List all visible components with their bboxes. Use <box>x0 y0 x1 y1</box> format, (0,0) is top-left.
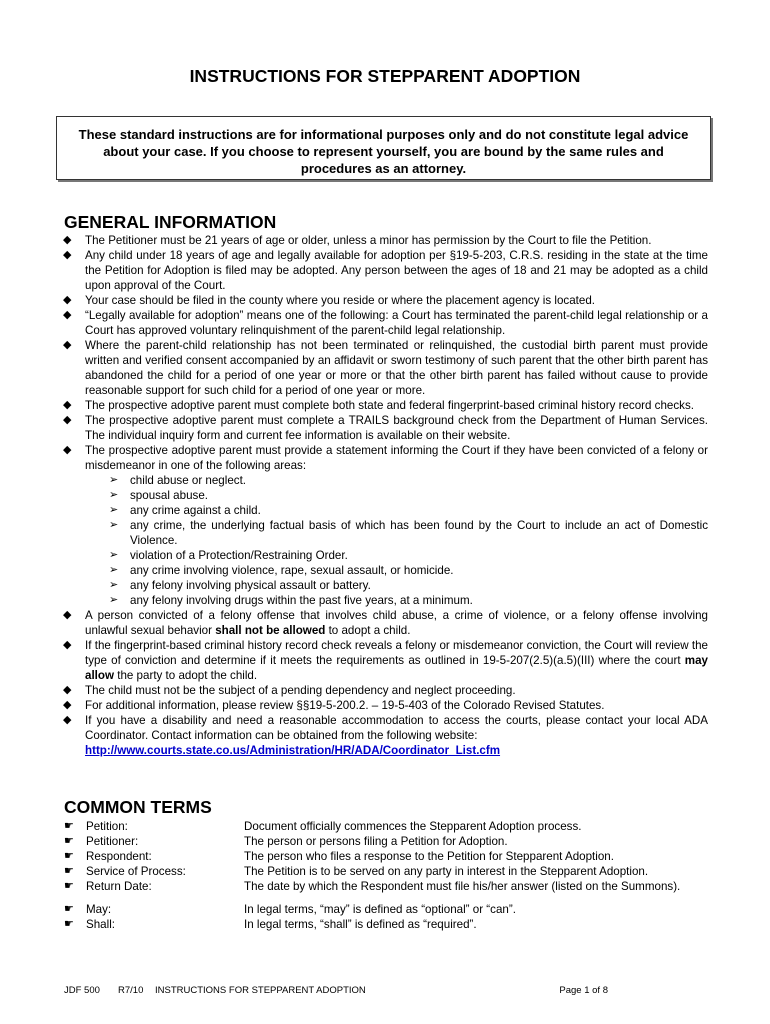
term-row-petition <box>64 819 707 834</box>
term-definition: Document officially commences the Stepparent Adoption process. <box>244 820 582 833</box>
common-terms-heading: COMMON TERMS <box>64 797 212 817</box>
term-label: Petitioner: <box>86 835 139 848</box>
term-definition: In legal terms, “may” is defined as “optional” or “can”. <box>244 903 516 916</box>
term-label: Respondent: <box>86 850 152 863</box>
term-definition: In legal terms, “shall” is defined as “required”. <box>244 918 477 931</box>
ada-text: If you have a disability and need a reasonable accommodation to access the courts, please contact your local ADA Coordinator. Contact information can be obtained from the following website: <box>85 714 708 742</box>
term-row-respondent <box>64 849 707 864</box>
term-row-return-date <box>64 879 707 894</box>
pointing-hand-icon: ☛ <box>64 850 74 862</box>
sub-list-item: ➢ any crime against a child. <box>107 503 708 518</box>
general-information-heading: GENERAL INFORMATION <box>64 212 277 232</box>
conviction-statement: The prospective adoptive parent must provide a statement informing the Court if they have been convicted of a felony or misdemeanor in one of the following areas: <box>85 444 708 472</box>
list-item <box>62 713 708 758</box>
pointing-hand-icon: ☛ <box>64 835 74 847</box>
term-definition: The date by which the Respondent must file his/her answer (listed on the Summons). <box>244 880 681 893</box>
pointing-hand-icon: ☛ <box>64 820 74 832</box>
form-code: JDF 500 <box>64 985 100 996</box>
sub-list-item: ➢ child abuse or neglect. <box>107 473 708 488</box>
review-emphasis: may allow <box>85 654 708 682</box>
felony-emphasis: shall not be allowed <box>215 624 326 637</box>
felony-text: A person convicted of a felony offense that involves child abuse, a crime of violence, or a felony offense involving unlawful sexual behavior <box>85 609 708 637</box>
pointing-hand-icon: ☛ <box>64 903 74 915</box>
sub-list-item: ➢ any crime, the underlying factual basis of which has been found by the Court to include an act of Domestic Violence. <box>107 518 708 548</box>
conviction-areas-list <box>85 473 708 608</box>
sub-list-item: ➢ any crime involving violence, rape, sexual assault, or homicide. <box>107 563 708 578</box>
term-definition: The person or persons filing a Petition for Adoption. <box>244 835 508 848</box>
disclaimer-box: These standard instructions are for informational purposes only and do not constitute legal advice about your case. If you choose to represent yourself, you are bound by the same rules and procedures as an attorney. <box>56 116 711 180</box>
list-item: ◆ Where the parent-child relationship has not been terminated or relinquished, the custodial birth parent must provide written and verified consent accompanied by an affidavit or sworn testimony of such parent that the other birth parent has abandoned the child for a period of one year or more or that the other birth parent has failed without cause to provide reasonable support for such child for a period of one year or more. <box>62 338 708 398</box>
list-item <box>62 608 708 638</box>
list-item: ◆ The Petitioner must be 21 years of age or older, unless a minor has permission by the Court to file the Petition. <box>62 233 708 248</box>
sub-list-item: ➢ any felony involving drugs within the past five years, at a minimum. <box>107 593 708 608</box>
form-revision: R7/10 <box>118 985 144 996</box>
list-item: ◆ The child must not be the subject of a pending dependency and neglect proceeding. <box>62 683 708 698</box>
term-row-may <box>64 902 707 917</box>
common-terms-list <box>64 819 707 932</box>
list-item: ◆ The prospective adoptive parent must complete a TRAILS background check from the Department of Human Services. The individual inquiry form and current fee information is available on their website. <box>62 413 708 443</box>
pointing-hand-icon: ☛ <box>64 918 74 930</box>
list-item: ◆ “Legally available for adoption” means one of the following: a Court has terminated the parent-child legal relationship or a Court has approved voluntary relinquishment of the parent-child legal relationship. <box>62 308 708 338</box>
page-number: Page 1 of 8 <box>559 985 608 996</box>
term-row-petitioner <box>64 834 707 849</box>
pointing-hand-icon: ☛ <box>64 880 74 892</box>
list-item <box>62 443 708 608</box>
term-label: Return Date: <box>86 880 152 893</box>
term-label: Service of Process: <box>86 865 186 878</box>
list-item: ◆ For additional information, please review §§19-5-200.2. – 19-5-403 of the Colorado Revised Statutes. <box>62 698 708 713</box>
list-item <box>62 638 708 683</box>
term-row-service-of-process <box>64 864 707 879</box>
sub-list-item: ➢ any felony involving physical assault or battery. <box>107 578 708 593</box>
list-item: ◆ Any child under 18 years of age and legally available for adoption per §19-5-203, C.R.S. residing in the state at the time the Petition for Adoption is filed may be adopted. Any person between the ages of 18 and 21 may be adopted as a child upon approval of the Court. <box>62 248 708 293</box>
term-label: May: <box>86 903 112 916</box>
form-title: INSTRUCTIONS FOR STEPPARENT ADOPTION <box>155 985 366 996</box>
sub-list-item: ➢ spousal abuse. <box>107 488 708 503</box>
general-information-list <box>62 233 708 758</box>
term-definition: The person who files a response to the Petition for Stepparent Adoption. <box>244 850 614 863</box>
term-row-shall <box>64 917 707 932</box>
review-text-end: the party to adopt the child. <box>114 669 258 682</box>
list-item: ◆ The prospective adoptive parent must complete both state and federal fingerprint-based criminal history record checks. <box>62 398 708 413</box>
term-definition: The Petition is to be served on any party in interest in the Stepparent Adoption. <box>244 865 649 878</box>
review-text: If the fingerprint-based criminal history record check reveals a felony or misdemeanor conviction, the Court will review the type of conviction and determine if it meets the requirements as outlined in 19-5-207(2.5)(a.5)(III) where the court <box>85 639 708 667</box>
page-title: INSTRUCTIONS FOR STEPPARENT ADOPTION <box>189 66 581 86</box>
list-item: ◆ Your case should be filed in the county where you reside or where the placement agency is located. <box>62 293 708 308</box>
felony-text-end: to adopt a child. <box>325 624 411 637</box>
term-label: Shall: <box>86 918 116 931</box>
page-footer <box>64 985 608 996</box>
pointing-hand-icon: ☛ <box>64 865 74 877</box>
ada-coordinator-link[interactable]: http://www.courts.state.co.us/Administration/HR/ADA/Coordinator_List.cfm <box>85 744 501 757</box>
term-label: Petition: <box>86 820 128 833</box>
sub-list-item: ➢ violation of a Protection/Restraining Order. <box>107 548 708 563</box>
